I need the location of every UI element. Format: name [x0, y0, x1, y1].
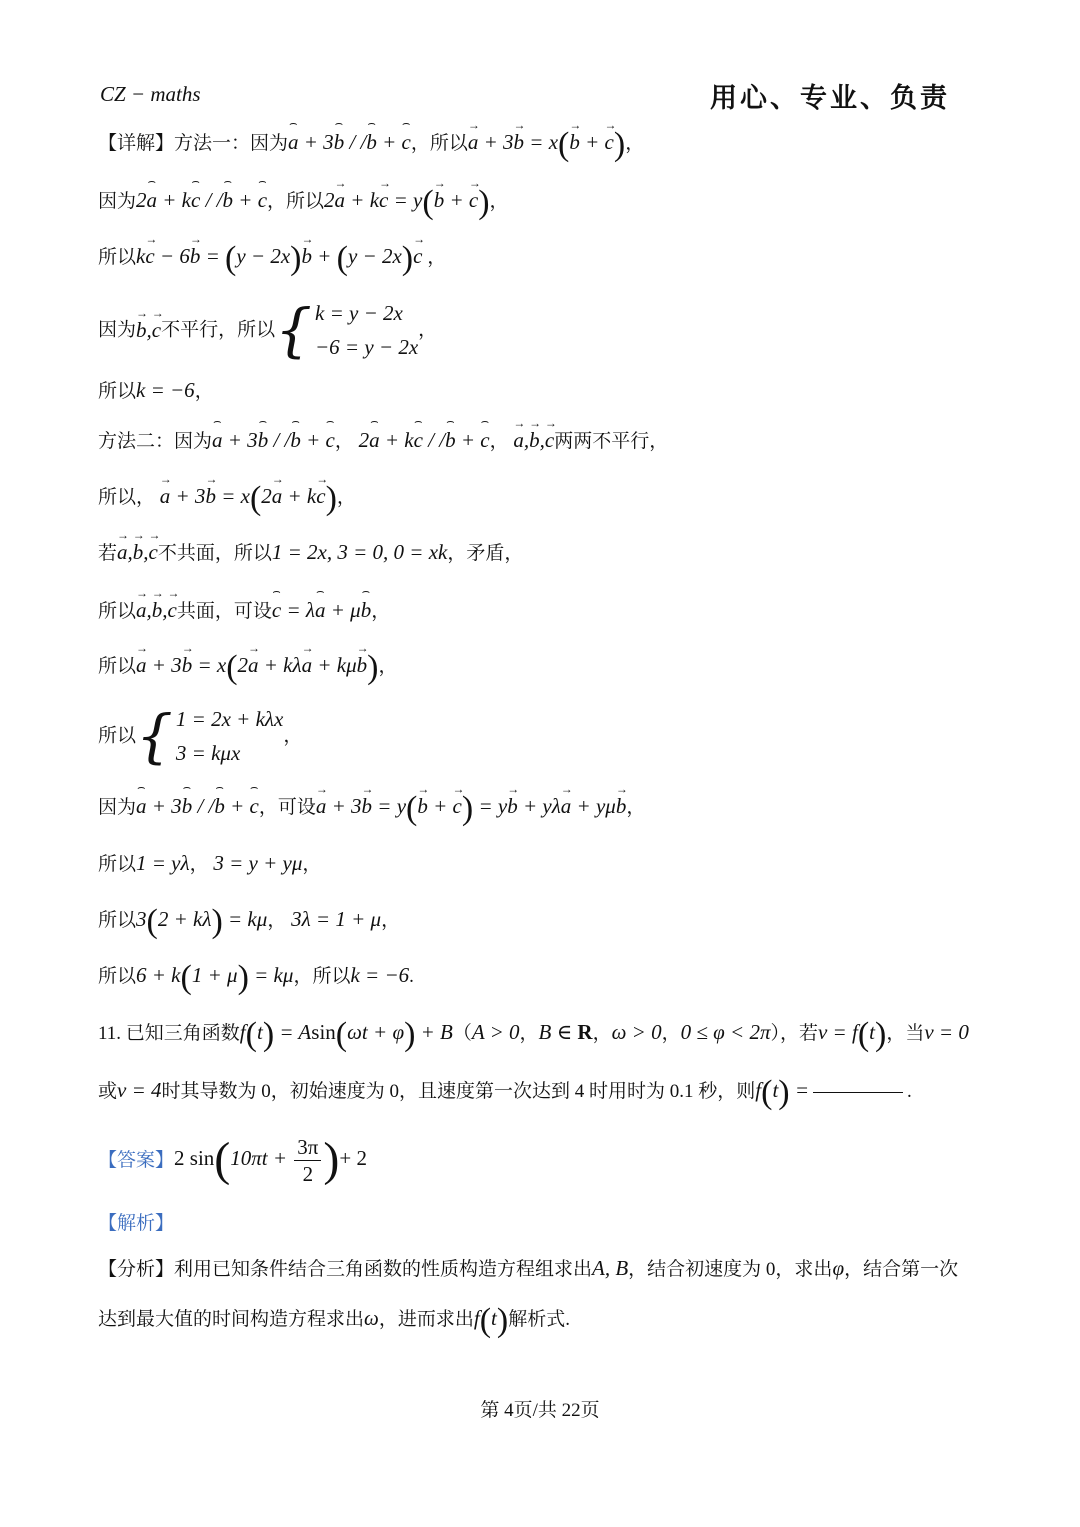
line-15: 所以6 + k(1 + μ) = kμ，所以k = −6.: [98, 959, 414, 996]
line-7: 所以， a → + 3b → = x(2a → + kc →)，: [98, 486, 356, 509]
line-1: 【详解】方法一：因为a ⌢ + 3b ⌢ / /b ⌢ + c ⌢，所以a → + 3b → = x(b → + c →)，: [98, 132, 644, 155]
line-9: 所以a →,b →,c →共面，可设c ⌢ = λa ⌢ + μb ⌢，: [98, 600, 390, 621]
line-5: 所以k = −6，: [98, 378, 214, 402]
line-13: 所以1 = yλ， 3 = y + yμ，: [98, 851, 322, 875]
line-11: 所以 { 1 = 2x + kλx 3 = kμx ，: [98, 702, 303, 770]
answer-blank: [813, 1092, 903, 1093]
analysis-line-1: 【分析】利用已知条件结合三角函数的性质构造方程组求出A, B，结合初速度为 0，求出φ，结合第一次: [98, 1256, 959, 1280]
line-6: 方法二：因为a ⌢ + 3b ⌢ / /b ⌢ + c ⌢， 2a ⌢ + kc ⌢ / /b ⌢ + c ⌢， a →,b →,c →两两不平行，: [98, 430, 668, 451]
line-8: 若a →,b →,c →不共面，所以1 = 2x, 3 = 0, 0 = xk，矛盾，: [98, 542, 523, 563]
line-10: 所以a → + 3b → = x(2a → + kλa → + kμb →)，: [98, 655, 398, 678]
header-left: CZ − maths: [100, 82, 201, 106]
answer-line: 【答案】2 sin(10πt + $\frac{3\pi}{2}$ )+ 2: [98, 1133, 367, 1187]
line-4: 因为b →,c →不平行，所以 { k = y − 2x −6 = y − 2x ，: [98, 296, 437, 364]
header-right: 用心、专业、负责: [710, 83, 950, 113]
analysis-label: 【解析】: [98, 1213, 175, 1234]
answer-label: 【答案】: [98, 1150, 175, 1171]
line-12: 因为a ⌢ + 3b ⌢ / /b ⌢ + c ⌢，可设a → + 3b → = y(b → + c →) = yb → + yλa → + yμb →，: [98, 796, 645, 819]
question-line-1: 11. 已知三角函数f(t) = Asin(ωt + φ) + B（A > 0，B ∈ R，ω > 0，0 ≤ φ < 2π），若v = f(t)，当v = 0: [98, 1016, 969, 1053]
page-footer: 第 4页/共 22页: [480, 1400, 600, 1421]
question-line-2: 或v = 4时其导数为 0，初始速度为 0，且速度第一次达到 4 时用时为 0.1 秒，则f(t) = .: [98, 1074, 912, 1111]
line-2: 因为2a ⌢ + kc ⌢ / /b ⌢ + c ⌢，所以2a → + kc → = y(b → + c →)，: [98, 190, 509, 213]
line-14: 所以3(2 + kλ) = kμ， 3λ = 1 + μ，: [98, 903, 401, 940]
analysis-line-2: 达到最大值的时间构造方程求出ω，进而求出f(t)解析式.: [98, 1302, 570, 1339]
line-3: 所以kc → − 6b → = (y − 2x)b → + (y − 2x)c → ，: [98, 246, 446, 269]
